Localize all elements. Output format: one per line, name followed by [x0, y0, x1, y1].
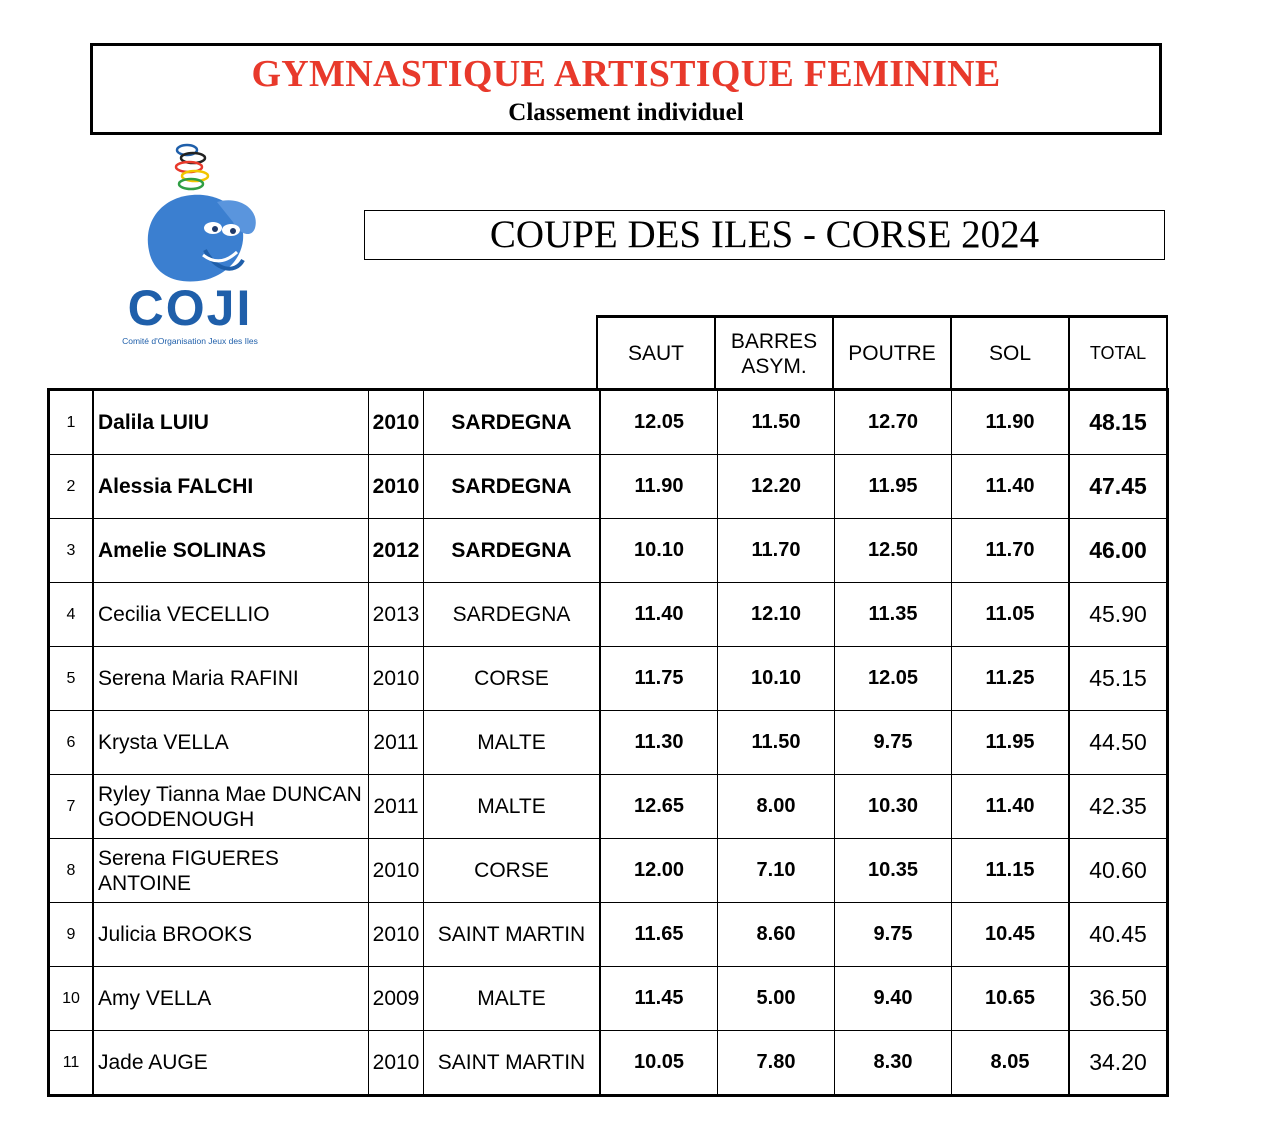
cell-name: Julicia BROOKS	[93, 903, 369, 967]
cell-poutre: 12.50	[835, 519, 952, 583]
cell-total: 45.90	[1069, 583, 1168, 647]
cell-saut: 11.30	[600, 711, 718, 775]
cell-name: Amy VELLA	[93, 967, 369, 1031]
cell-name: Cecilia VECELLIO	[93, 583, 369, 647]
cell-saut: 12.00	[600, 839, 718, 903]
cell-rank: 4	[49, 583, 94, 647]
column-header-table	[596, 315, 1168, 391]
table-row	[49, 775, 1168, 839]
logo-text: COJI	[127, 280, 253, 336]
cell-poutre: 12.05	[835, 647, 952, 711]
cell-team: SARDEGNA	[424, 583, 601, 647]
cell-rank: 8	[49, 839, 94, 903]
cell-name: Ryley Tianna Mae DUNCAN GOODENOUGH	[93, 775, 369, 839]
cell-sol: 11.05	[952, 583, 1070, 647]
page-subtitle: Classement individuel	[508, 99, 744, 126]
cell-poutre: 9.75	[835, 711, 952, 775]
cell-year: 2010	[369, 839, 424, 903]
cell-total: 40.45	[1069, 903, 1168, 967]
cell-saut: 11.40	[600, 583, 718, 647]
cell-total: 45.15	[1069, 647, 1168, 711]
cell-rank: 6	[49, 711, 94, 775]
cell-sol: 11.25	[952, 647, 1070, 711]
cell-year: 2010	[369, 455, 424, 519]
table-row	[49, 1031, 1168, 1096]
event-title: COUPE DES ILES - CORSE 2024	[364, 210, 1165, 260]
cell-barres: 8.60	[718, 903, 835, 967]
table-row	[49, 711, 1168, 775]
cell-sol: 11.90	[952, 390, 1070, 455]
logo-caption: Comité d'Organisation Jeux des Iles	[122, 336, 258, 346]
cell-rank: 10	[49, 967, 94, 1031]
cell-total: 42.35	[1069, 775, 1168, 839]
cell-sol: 10.65	[952, 967, 1070, 1031]
cell-poutre: 9.75	[835, 903, 952, 967]
cell-team: SAINT MARTIN	[424, 1031, 601, 1096]
cell-total: 47.45	[1069, 455, 1168, 519]
table-row	[49, 390, 1168, 455]
cell-barres: 12.20	[718, 455, 835, 519]
page-title: GYMNASTIQUE ARTISTIQUE FEMININE	[251, 53, 1001, 95]
cell-saut: 11.45	[600, 967, 718, 1031]
results-table	[47, 388, 1169, 1097]
cell-team: MALTE	[424, 775, 601, 839]
cell-name: Serena FIGUERES ANTOINE	[93, 839, 369, 903]
cell-sol: 11.40	[952, 455, 1070, 519]
cell-total: 48.15	[1069, 390, 1168, 455]
cell-year: 2010	[369, 647, 424, 711]
cell-saut: 10.05	[600, 1031, 718, 1096]
cell-saut: 11.90	[600, 455, 718, 519]
cell-barres: 12.10	[718, 583, 835, 647]
cell-poutre: 10.35	[835, 839, 952, 903]
cell-barres: 11.50	[718, 390, 835, 455]
cell-rank: 5	[49, 647, 94, 711]
cell-poutre: 11.35	[835, 583, 952, 647]
cell-sol: 11.15	[952, 839, 1070, 903]
cell-rank: 11	[49, 1031, 94, 1096]
cell-barres: 7.80	[718, 1031, 835, 1096]
cell-poutre: 9.40	[835, 967, 952, 1031]
cell-saut: 10.10	[600, 519, 718, 583]
table-row	[49, 839, 1168, 903]
cell-poutre: 12.70	[835, 390, 952, 455]
cell-sol: 11.95	[952, 711, 1070, 775]
column-header-total: TOTAL	[1069, 317, 1167, 391]
column-header-poutre: POUTRE	[833, 317, 951, 391]
cell-year: 2011	[369, 775, 424, 839]
cell-year: 2009	[369, 967, 424, 1031]
cell-team: MALTE	[424, 967, 601, 1031]
column-header-saut: SAUT	[597, 317, 715, 391]
cell-team: SARDEGNA	[424, 455, 601, 519]
table-row	[49, 647, 1168, 711]
cell-sol: 10.45	[952, 903, 1070, 967]
table-row	[49, 519, 1168, 583]
cell-name: Jade AUGE	[93, 1031, 369, 1096]
cell-name: Krysta VELLA	[93, 711, 369, 775]
cell-year: 2010	[369, 390, 424, 455]
table-row	[49, 583, 1168, 647]
cell-sol: 8.05	[952, 1031, 1070, 1096]
cell-total: 36.50	[1069, 967, 1168, 1031]
cell-team: MALTE	[424, 711, 601, 775]
column-header-sol: SOL	[951, 317, 1069, 391]
cell-sol: 11.70	[952, 519, 1070, 583]
table-row	[49, 455, 1168, 519]
cell-total: 44.50	[1069, 711, 1168, 775]
cell-rank: 2	[49, 455, 94, 519]
cell-team: CORSE	[424, 647, 601, 711]
cell-sol: 11.40	[952, 775, 1070, 839]
cell-total: 34.20	[1069, 1031, 1168, 1096]
cell-year: 2010	[369, 903, 424, 967]
title-box	[90, 43, 1162, 135]
cell-total: 46.00	[1069, 519, 1168, 583]
cell-barres: 7.10	[718, 839, 835, 903]
cell-barres: 10.10	[718, 647, 835, 711]
cell-rank: 3	[49, 519, 94, 583]
table-row	[49, 967, 1168, 1031]
cell-rank: 7	[49, 775, 94, 839]
cell-saut: 11.65	[600, 903, 718, 967]
cell-barres: 5.00	[718, 967, 835, 1031]
cell-total: 40.60	[1069, 839, 1168, 903]
cell-team: SAINT MARTIN	[424, 903, 601, 967]
coji-logo	[105, 140, 275, 350]
cell-year: 2012	[369, 519, 424, 583]
cell-team: CORSE	[424, 839, 601, 903]
cell-poutre: 8.30	[835, 1031, 952, 1096]
cell-poutre: 11.95	[835, 455, 952, 519]
cell-barres: 8.00	[718, 775, 835, 839]
column-header-barres	[715, 317, 833, 391]
cell-saut: 11.75	[600, 647, 718, 711]
cell-barres: 11.70	[718, 519, 835, 583]
cell-barres: 11.50	[718, 711, 835, 775]
cell-team: SARDEGNA	[424, 519, 601, 583]
cell-rank: 1	[49, 390, 94, 455]
cell-year: 2011	[369, 711, 424, 775]
cell-poutre: 10.30	[835, 775, 952, 839]
cell-rank: 9	[49, 903, 94, 967]
cell-name: Amelie SOLINAS	[93, 519, 369, 583]
cell-name: Dalila LUIU	[93, 390, 369, 455]
cell-name: Serena Maria RAFINI	[93, 647, 369, 711]
cell-year: 2010	[369, 1031, 424, 1096]
table-row	[49, 903, 1168, 967]
cell-name: Alessia FALCHI	[93, 455, 369, 519]
cell-saut: 12.65	[600, 775, 718, 839]
cell-team: SARDEGNA	[424, 390, 601, 455]
cell-saut: 12.05	[600, 390, 718, 455]
column-header-barres-label: BARRES ASYM.	[730, 329, 818, 378]
cell-year: 2013	[369, 583, 424, 647]
